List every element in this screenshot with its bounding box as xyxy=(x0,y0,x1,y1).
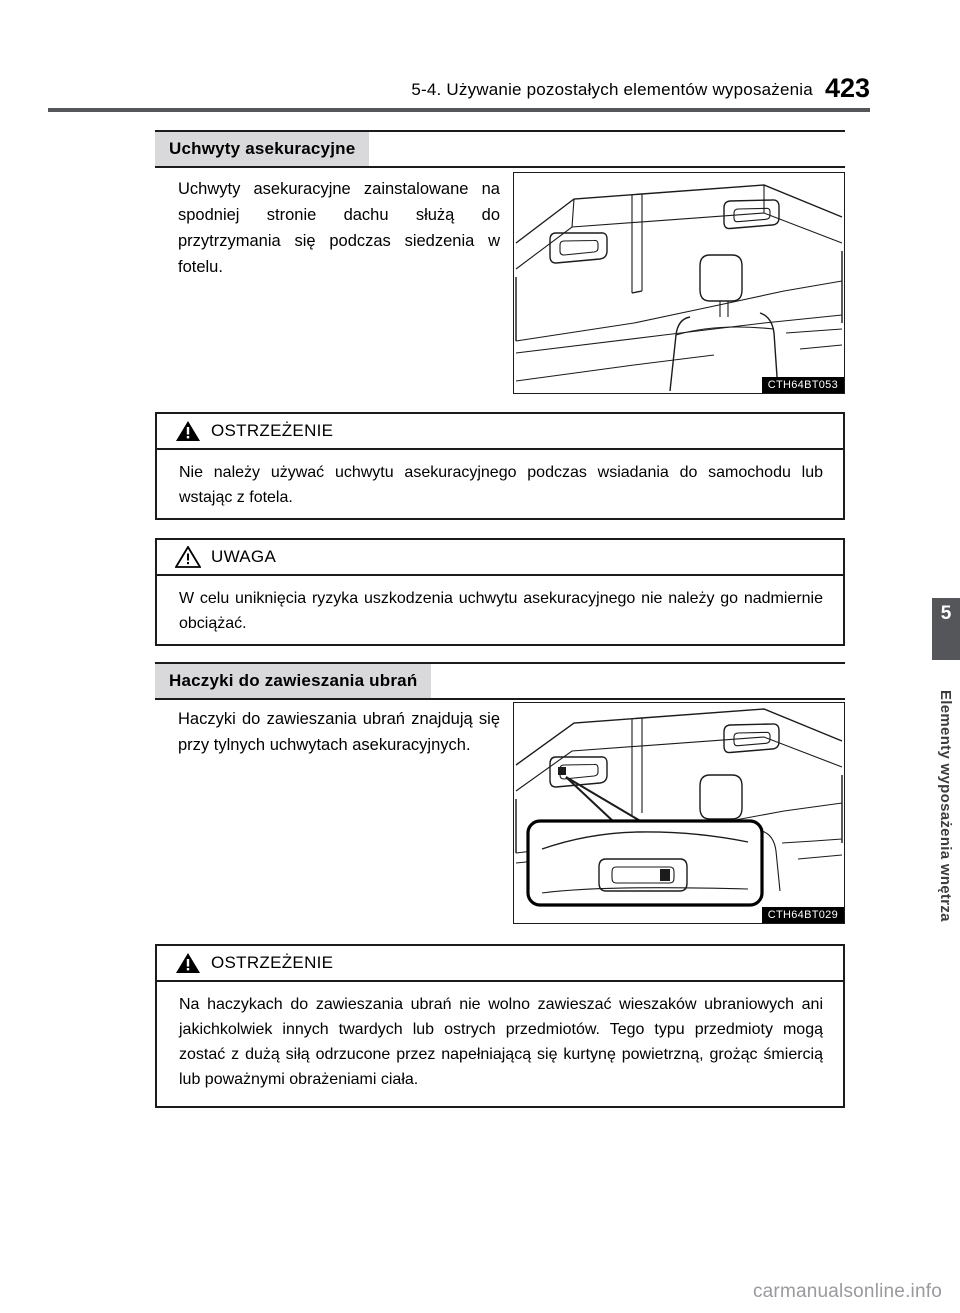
warning-box-2-header xyxy=(157,946,843,982)
warning-box-1 xyxy=(155,412,845,520)
section-2-paragraph: Haczyki do zawieszania ubrań znajdują się przy tylnych uchwytach asekuracyjnych. xyxy=(178,710,500,754)
warning-box-2-text: Na haczykach do zawieszania ubrań nie wolno zawieszać wieszaków ubraniowych ani jakichkolwiek innych twardych lub ostrych przedmiotów. Tego typu przedmioty mogą zostać z dużą siłą odrzucone przez napełniającą się kurtynę powietrzną, grożąc śmiercią lub poważnymi obrażeniami ciała. xyxy=(179,996,823,1088)
figure-coat-hook xyxy=(513,702,845,924)
warning-box-1-title: OSTRZEŻENIE xyxy=(211,421,334,440)
section-heading-handles xyxy=(155,130,845,168)
figure-assist-grip xyxy=(513,172,845,394)
section-heading-tab xyxy=(155,132,369,166)
section-1-paragraph: Uchwyty asekuracyjne zainstalowane na spodniej stronie dachu służą do przytrzymania się podczas siedzenia w fotelu. xyxy=(178,180,500,276)
warning-box-1-header xyxy=(157,414,843,450)
header-divider xyxy=(48,108,870,112)
figure-coat-hook-drawing xyxy=(514,703,844,923)
warning-triangle-icon xyxy=(175,952,201,974)
side-tab-label: Elementy wyposażenia wnętrza xyxy=(937,690,954,922)
figure-assist-grip-drawing xyxy=(514,173,844,393)
site-watermark: carmanualsonline.info xyxy=(752,1281,942,1302)
section-heading-coat-hooks xyxy=(155,662,845,700)
notice-box-text: W celu uniknięcia ryzyka uszkodzenia uchwytu asekuracyjnego nie należy go nadmiernie obciążać. xyxy=(179,590,823,632)
page-header xyxy=(48,66,870,102)
section-heading-tab-2 xyxy=(155,664,431,698)
warning-box-1-text: Nie należy używać uchwytu asekuracyjnego podczas wsiadania do samochodu lub wstając z fotela. xyxy=(179,464,823,506)
warning-box-2 xyxy=(155,944,845,1108)
side-tab-number: 5 xyxy=(940,603,952,624)
section-heading-text: Uchwyty asekuracyjne xyxy=(169,139,356,158)
warning-box-2-title: OSTRZEŻENIE xyxy=(211,953,334,972)
chapter-title: 5-4. Używanie pozostałych elementów wyposażenia xyxy=(411,80,813,99)
warning-triangle-icon xyxy=(175,420,201,442)
notice-box-title: UWAGA xyxy=(211,547,277,566)
notice-box xyxy=(155,538,845,646)
notice-box-header xyxy=(157,540,843,576)
section-heading-text-2: Haczyki do zawieszania ubrań xyxy=(169,671,418,690)
page-number: 423 xyxy=(824,73,870,103)
notice-triangle-icon xyxy=(175,546,201,568)
figure-caption-1: CTH64BT053 xyxy=(762,377,844,393)
figure-caption-2: CTH64BT029 xyxy=(762,907,844,923)
